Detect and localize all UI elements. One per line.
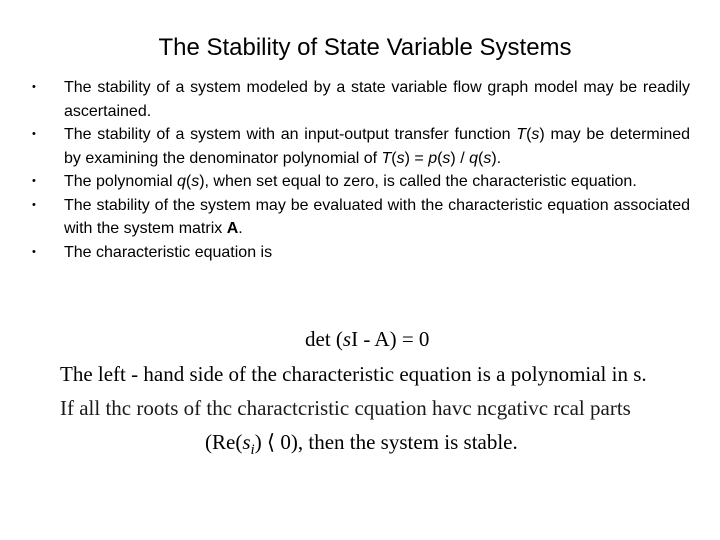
bullet-item [0,241,720,265]
math-statement-polynomial: The left - hand side of the characteristic equation is a polynomial in s. [60,362,647,386]
bullet-icon: • [32,198,36,211]
bullet-icon: • [32,81,36,93]
bullet-text: The stability of a system modeled by a state variable flow graph model may be readily ascertained. [64,79,690,120]
bullet-text: The polynomial q(s), when set equal to zero, is called the characteristic equation. [64,173,637,190]
bullet-item [0,123,720,170]
bullet-icon: • [32,175,36,187]
slide-title: The Stability of State Variable Systems [158,34,572,61]
bullet-item [0,76,720,123]
bullet-item [0,170,720,194]
math-statement-stable: ($Re(s_i)$ ⟨ 0), then the system is stable. [205,430,518,458]
math-statement-roots: If all thc roots of thc charactcristic cquation havc ncgativc rcal parts [60,396,631,420]
bullet-text: The stability of a system with an input-output transfer function T(s) may be determined by examining the denominator polynomial of T(s) = p(s) / q(s). [64,126,691,167]
bullet-text: The stability of the system may be evaluated with the characteristic equation associated with the system matrix A. [64,196,690,237]
bullet-icon: • [32,245,36,258]
characteristic-equation: det (sI - A) = 0 [305,327,430,351]
bullet-icon: • [32,128,36,140]
bullet-item [0,194,720,241]
bullet-list [0,76,720,264]
bullet-text: The characteristic equation is [64,243,273,261]
